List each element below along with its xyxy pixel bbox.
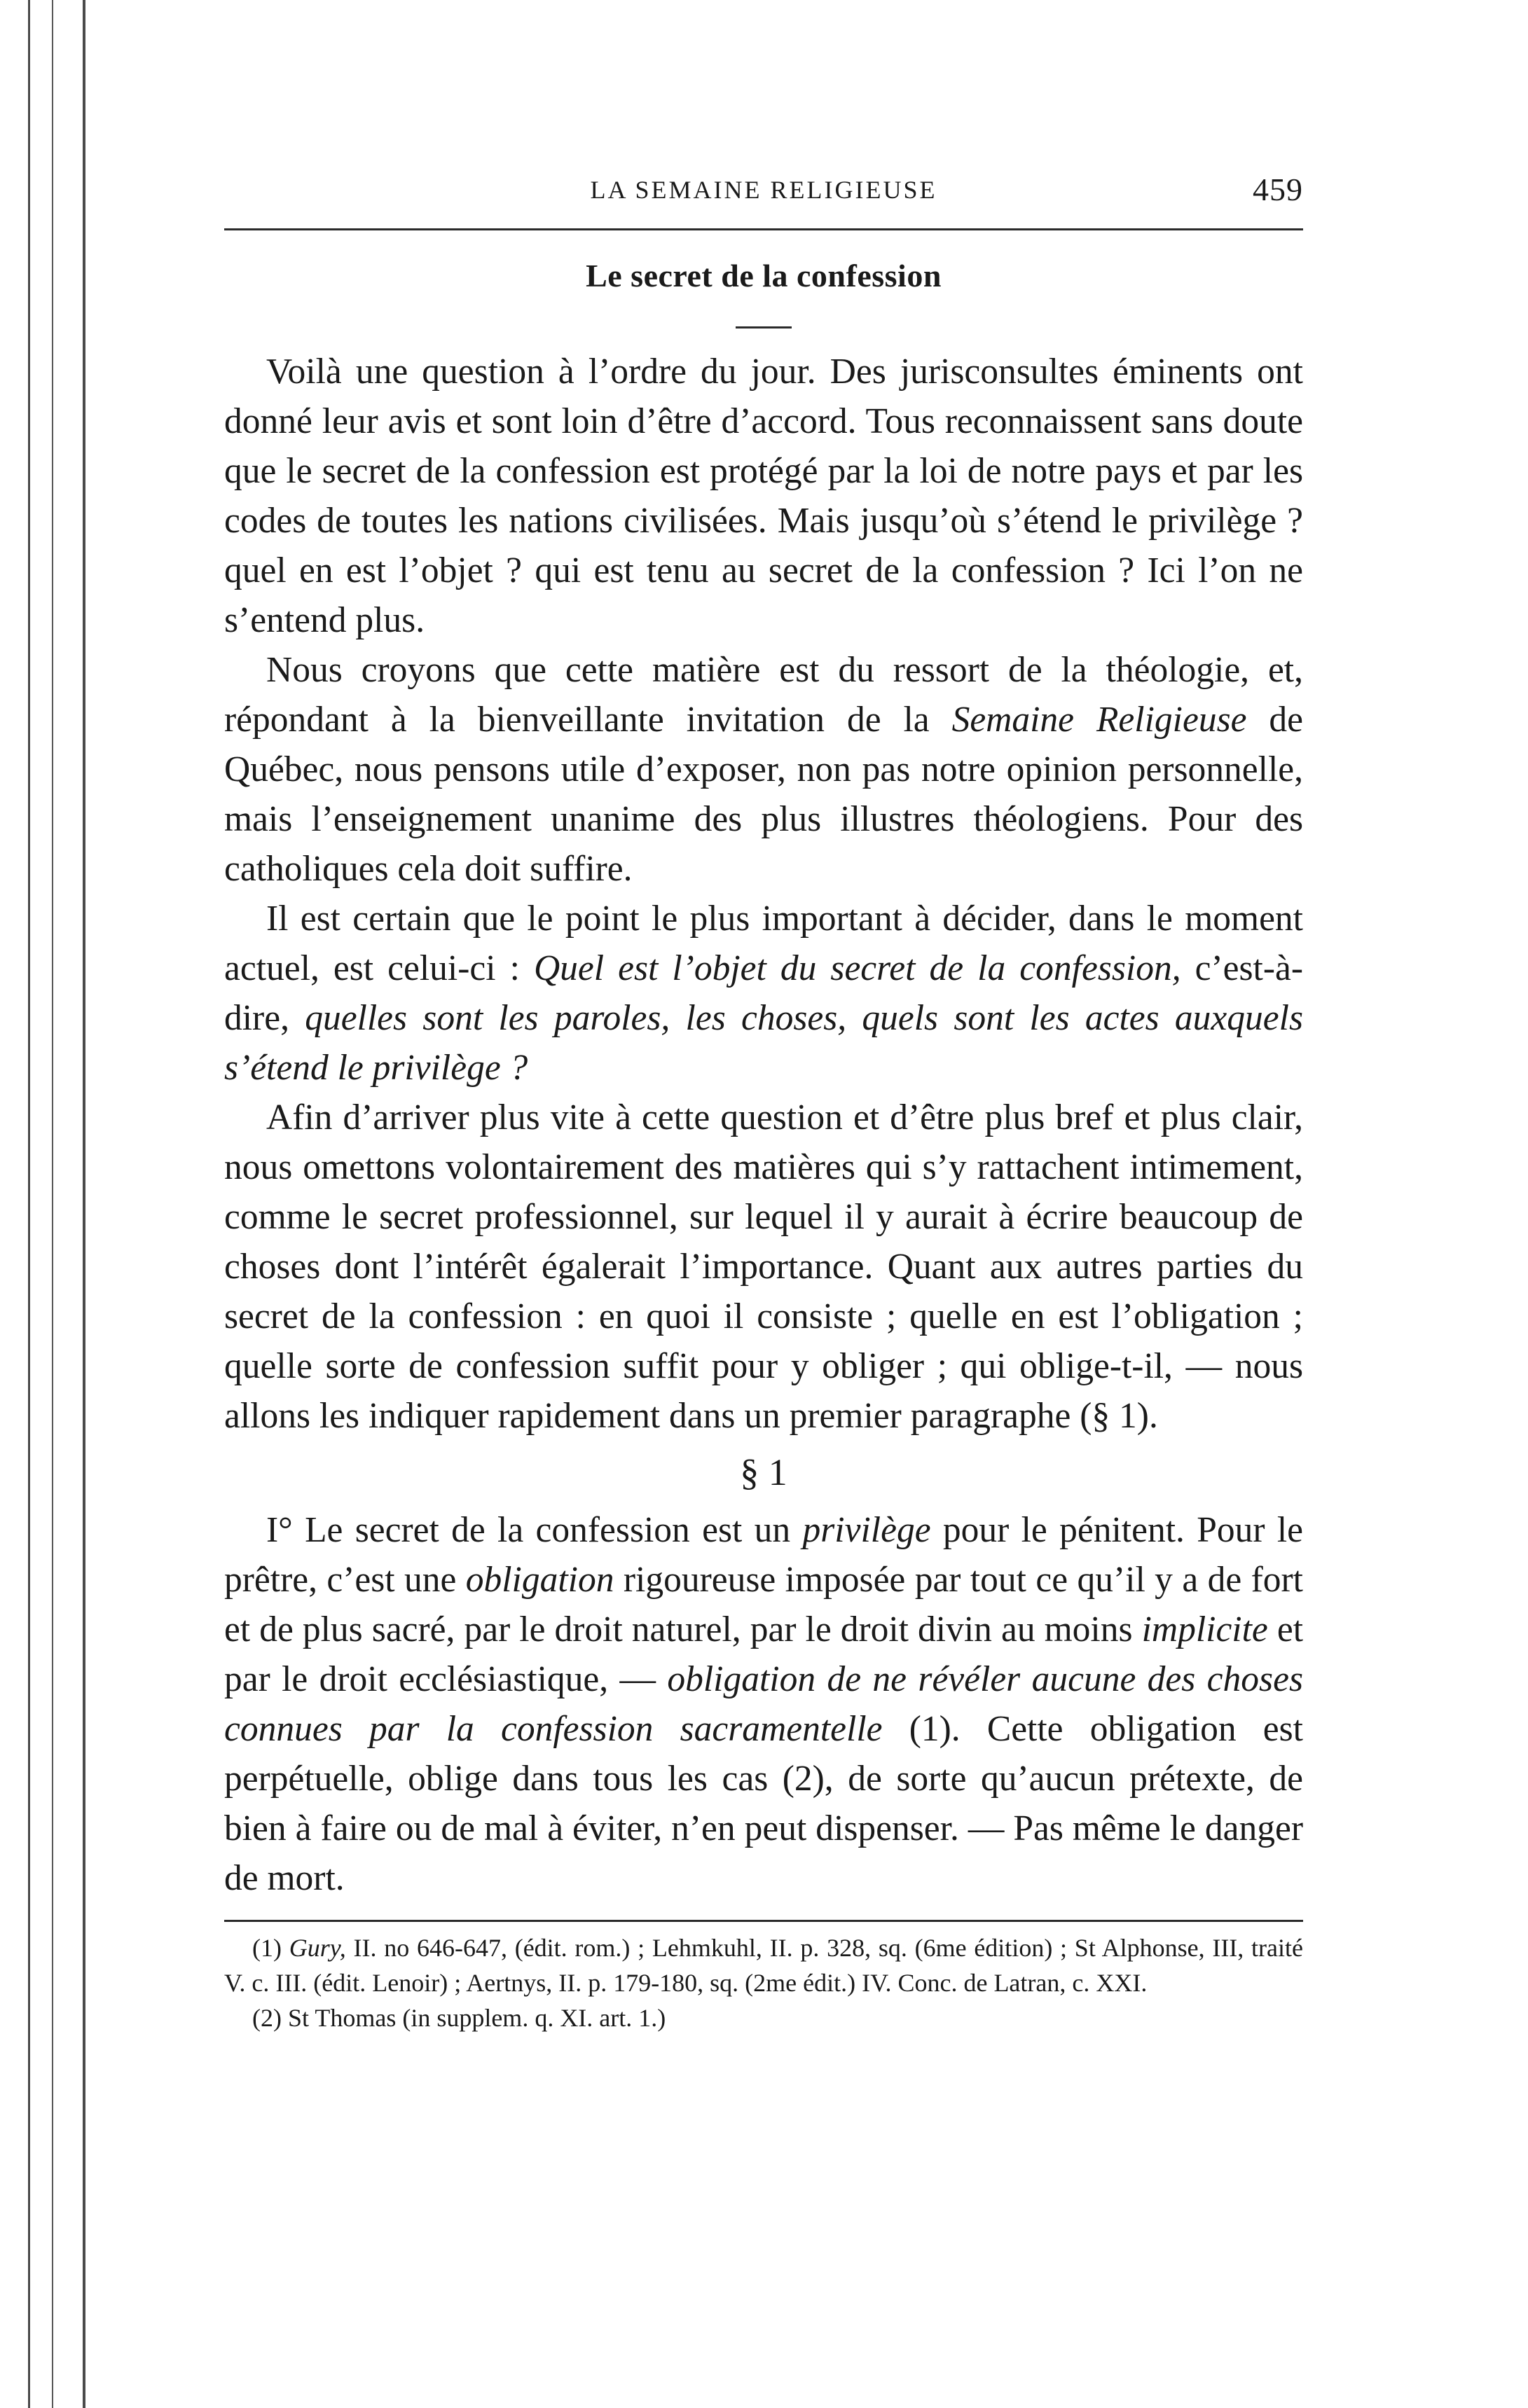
text-run: rigoureuse imposée par tout ce qu’il y a de fort et de plus sacré, par le droit naturel, par le droit divin au moins: [224, 1560, 1303, 1649]
running-head-title: LA SEMAINE RELIGIEUSE: [590, 176, 937, 204]
footnotes: [224, 1930, 1303, 2035]
page-number: 459: [1253, 172, 1303, 207]
running-head: [224, 168, 1303, 210]
paragraph: [224, 894, 1303, 1093]
section-heading: § 1: [740, 1451, 787, 1493]
text-run: II. no 646-647, (édit. rom.) ; Lehmkuhl, II. p. 328, sq. (6me édition) ; St Alphonse, III, traité V. c. III. (édit. Lenoir) ; Aertnys, II. p. 179-180, sq. (2me édit.) IV. Conc. de Latran, c. XXI.: [224, 1934, 1303, 1997]
footnote-rule: [224, 1920, 1303, 1922]
paragraph: [224, 347, 1303, 645]
article-body: [224, 347, 1303, 1441]
paragraph: [224, 1093, 1303, 1441]
italic-text: obligation: [465, 1560, 614, 1600]
text-run: Nous croyons que cette matière est du ressort de la théologie, et, répondant à la bienveillante invitation de la: [224, 650, 1303, 740]
text-run: c’est-à-dire,: [224, 948, 1304, 1038]
article-title: Le secret de la confession: [586, 258, 942, 293]
italic-text: implicite: [1141, 1610, 1268, 1649]
text-run: pour le pénitent. Pour le prêtre, c’est une: [224, 1510, 1303, 1600]
document-page: [224, 168, 1303, 2035]
italic-text: Quel est l’objet du secret de la confession,: [533, 948, 1181, 988]
text-run: de Québec, nous pensons utile d’exposer, non pas notre opinion personnelle, mais l’enseignement unanime des plus illustres théologiens. Pour des catholiques cela doit suffire.: [224, 700, 1304, 889]
italic-text: Gury,: [289, 1934, 346, 1962]
scanned-binding-edge: [21, 0, 126, 2408]
italic-text: quelles sont les paroles, les choses, quels sont les actes auxquels s’étend le privilège ?: [224, 998, 1303, 1088]
title-rule: [736, 326, 792, 328]
text-run: Il est certain que le point le plus important à décider, dans le moment actuel, est celui-ci :: [224, 899, 1303, 988]
paragraph: [224, 645, 1303, 894]
footnote: [224, 2000, 1303, 2035]
footnote: [224, 1930, 1303, 2000]
italic-text: obligation de ne révéler aucune des choses connues par la confession sacramentelle: [224, 1659, 1303, 1749]
section-body: [224, 1505, 1303, 1903]
paragraph: [224, 1505, 1303, 1903]
italic-text: Semaine Religieuse: [951, 700, 1247, 740]
text-run: I° Le secret de la confession est un: [266, 1510, 803, 1550]
text-run: (1). Cette obligation est perpétuelle, oblige dans tous les cas (2), de sorte qu’aucun prétexte, de bien à faire ou de mal à éviter, n’en peut dispenser. — Pas même le danger de mort.: [224, 1709, 1303, 1898]
text-run: Afin d’arriver plus vite à cette question et d’être plus bref et plus clair, nous omettons volontairement des matières qui s’y rattachent intimement, comme le secret professionnel, sur lequel il y aurait à écrire beaucoup de choses dont l’intérêt égalerait l’importance. Quant aux autres parties du secret de la confession : en quoi il consiste ; quelle en est l’obligation ; quelle sorte de confession suffit pour y obliger ; qui oblige-t-il, — nous allons les indiquer rapidement dans un premier paragraphe (§ 1).: [224, 1098, 1303, 1436]
text-run: et par le droit ecclésiastique, —: [224, 1610, 1303, 1699]
italic-text: privilège: [802, 1510, 931, 1550]
text-run: (1): [252, 1934, 289, 1962]
text-run: Voilà une question à l’ordre du jour. Des jurisconsultes éminents ont donné leur avis et sont loin d’être d’accord. Tous reconnaissent sans doute que le secret de la confession est protégé par la loi de notre pays et par les codes de toutes les nations civilisées. Mais jusqu’où s’étend le privilège ? quel en est l’objet ? qui est tenu au secret de la confession ? Ici l’on ne s’entend plus.: [224, 352, 1303, 640]
header-rule: [224, 228, 1303, 230]
text-run: (2) St Thomas (in supplem. q. XI. art. 1.): [252, 2004, 666, 2032]
